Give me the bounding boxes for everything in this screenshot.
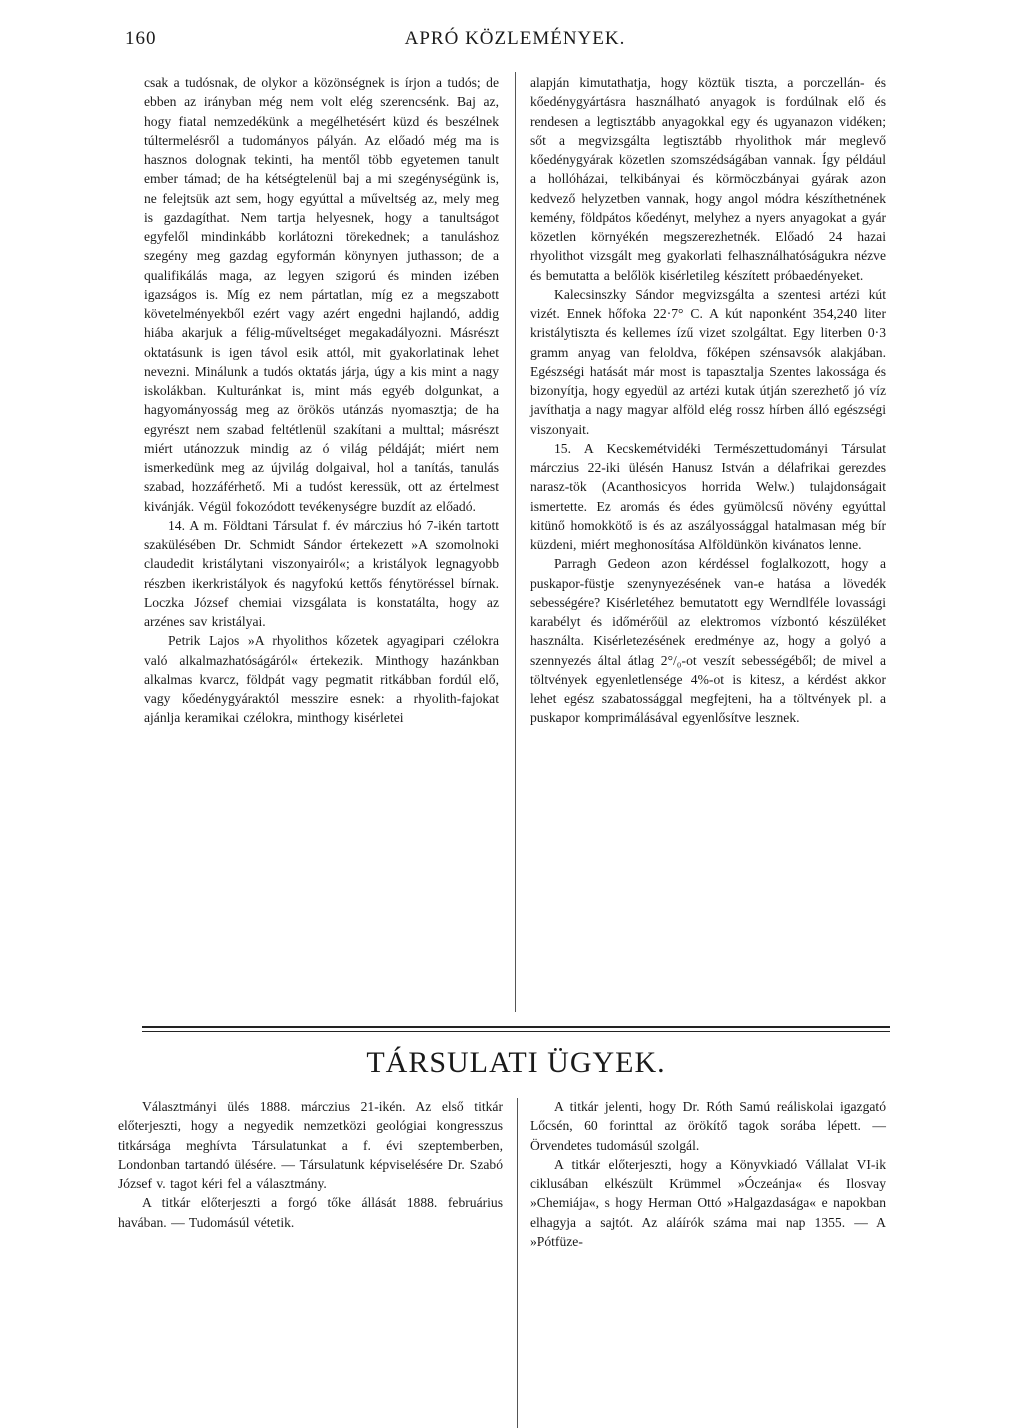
section-rule: [142, 1026, 890, 1028]
paragraph: csak a tudósnak, de olykor a közönségnek is írjon a tudós; de ebben az irányban még nem volt elég szerencsénk. Baj az, hogy fiatal nemzedékünk a megélhetésért küzd és beszélnek túltermelésről a tudományos pályán. Az előadó még ma is hasznos dolognak tekinti, ha mentől több egyetemen tanult ember támad; de ha kétségtelenül baj a mi szegénységünk is, ne felejtsük azt sem, hogy egyúttal a műveltség az, mely meg is gazdagíthat. Nem tartja helyesnek, hogy a tanultságot egyfelől mindinkább korlátozni törekednek; a tanuláshoz szegény meg gazdag egyformán könynyen juthasson; de a qualifikálás maga, az legyen szigorú és minden izében igazságos is. Míg ez nem pártatlan, míg ez a megszabott követelményekből ezért vagy azért engedni hajlandó, addig hiába akarjuk a félig-műveltséget megakadályozni. Másrészt oktatásunk is igen távol esik attól, mit gyakorlatinak lehet nevezni. Minálunk a tudós oktatás járja, úgy a kis mint a nagy iskolákban. Kulturánkat is, mint más egyéb dolgunkat, a hagyományosság meg az örökös utánzás nyomasztja; de ha egyrészt nem szabad feltétlenül szakítani a multtal; másrészt miért utánozzuk mindig az ó világ példáját; miért nem ismerkedünk meg az újvilág dolgaival, hol a tanítás, tanulás szabad, hozzáférhető. Mi a tudóst keressük, ott az értelmest kivánják. Végül fokozódott tevékenységre buzdít az előadó.: [144, 75, 499, 514]
section-rule: [142, 1031, 890, 1032]
paragraph: A titkár jelenti, hogy Dr. Róth Samú reáliskolai igazgató Lőcsén, 60 forinttal az örökítő tagok sorába lépett. — Örvendetes tudomásúl szolgál.: [530, 1099, 886, 1153]
column-divider: [515, 72, 516, 1012]
running-title: APRÓ KÖZLEMÉNYEK.: [404, 28, 626, 49]
paragraph: Kalecsinszky Sándor megvizsgálta a szentesi artézi kút vizét. Ennek hőfoka 22·7° C. A kút naponként 354,240 liter kristálytiszta és kellemes ízű vizet szolgáltat. Egy literben 0·3 gramm anyag van feloldva, főképen szénsavsók alakjában. Egészségi hatását már most is tapasztalja Szentes lakossága és bizonyítja, hogy egyedül az artézi kutak útján szerezhető jó víz javíthatja a nagy magyar alföld elég rossz hírben álló egészségi viszonyait.: [530, 286, 886, 437]
right-column: [530, 73, 886, 728]
paragraph: 14. A m. Földtani Társulat f. év márczius hó 7-ikén tartott szakülésében Dr. Schmidt Sándor értekezett »A szomolnoki claudedit kristálytani viszonyairól«; a kristályok legnagyobb részben ikerkristályok és nagyfokú kettős fénytöréssel bírnak. Loczka József chemiai vizsgálata is konstatálta, hogy az arzénes sav kristályai.: [144, 517, 499, 629]
paragraph: Parragh Gedeon azon kérdéssel foglalkozott, hogy a puskapor-füstje szenynyezésének van-e hatása a lövedék sebességére? Kisérletéhez bemutatott egy Werndlféle lovassági karabélyt és időmérőül az elektromos vízbontó készüléket használta. Kisérletezésének eredménye az, hogy a golyó a szennyezés által átlag 2°/₀-ot veszít sebességéből; de mivel a töltvények egyenletlensége 4%-ot is kitesz, a kérdést akkor lehet egész szabatossággal megfejteni, ha a töltvények pl. a puskapor komprimálásával egyenlősítve lesznek.: [530, 556, 886, 726]
page-number: 160: [125, 28, 157, 49]
running-head: [125, 28, 905, 54]
section-right-column: [530, 1097, 886, 1251]
paragraph: Választmányi ülés 1888. márczius 21-ikén. Az első titkár előterjeszti, hogy a negyedik nemzetközi geológiai kongresszus titkársága meghívta Társulatunkat a f. évi szeptemberben, Londonban tartandó ülésére. — Társulatunk képviselésére Dr. Szabó József v. tagot kéri fel a választmány.: [118, 1099, 503, 1191]
left-column: [144, 73, 499, 728]
paragraph: A titkár előterjeszti a forgó tőke állását 1888. februárius havában. — Tudomásúl vétetik.: [118, 1195, 503, 1230]
paragraph: Petrik Lajos »A rhyolithos kőzetek agyagipari czélokra való alkalmazhatóságáról« értekezik. Minthogy hazánkban alkalmas kvarcz, földpát vagy pegmatit ritkábban fordúl elő, vagy kőedénygyáraktól messzire esnek: a rhyolith-fajokat ajánlja keramikai czélokra, minthogy kisérletei: [144, 633, 499, 726]
section-left-column: [118, 1097, 503, 1232]
paragraph: 15. A Kecskemétvidéki Természettudományi Társulat márczius 22-iki ülésén Hanusz István a délafrikai gerezdes narasz-tök (Acanthosicyos horrida Welw.) tulajdonságait ismertette. Ez aromás és édes gyümölcsű növény egyúttal kitünő homokkötő is és az aszályossággal hatalmasan még bír küzdeni, miért meghonosítása Alföldünkön kivánatos lenne.: [530, 440, 886, 552]
section-heading: TÁRSULATI ÜGYEK.: [366, 1046, 666, 1079]
paragraph: alapján kimutathatja, hogy köztük tiszta, a porczellán- és kőedénygyártásra használható anyagok is fordúlnak elő és rendesen a legtisztább anyagokkal egy és ugyanazon vidéken; sőt a megvizsgálta legtisztább rhyolithok már meglevő kőedénygyárak közetlen szomszédságában vannak. Így például a hollóházai, telkibányai és körmöczbányai gyárak azon kedvező helyzetben vannak, hogy angol módra készíthetnének kemény, földpátos kőedényt, melyhez a nyers anyagokat a gyár közetlen környékén megszerezhetnék. Előadó 24 hazai rhyolithot vizsgált meg gyakorlati felhasználhatóságukra nézve és bemutatta a belőlök kisérletileg készített próbaedényeket.: [530, 75, 886, 283]
column-divider: [517, 1098, 518, 1428]
paragraph: A titkár előterjeszti, hogy a Könyvkiadó Vállalat VI-ik ciklusában elkészült Krümmel »Óczeánja« és Ilosvay »Chemiája«, s hogy Herman Ottó »Halgazdasága« e napokban elhagyja a sajtót. Az aláírók száma mai nap 1355. — A »Pótfüze-: [530, 1156, 886, 1249]
